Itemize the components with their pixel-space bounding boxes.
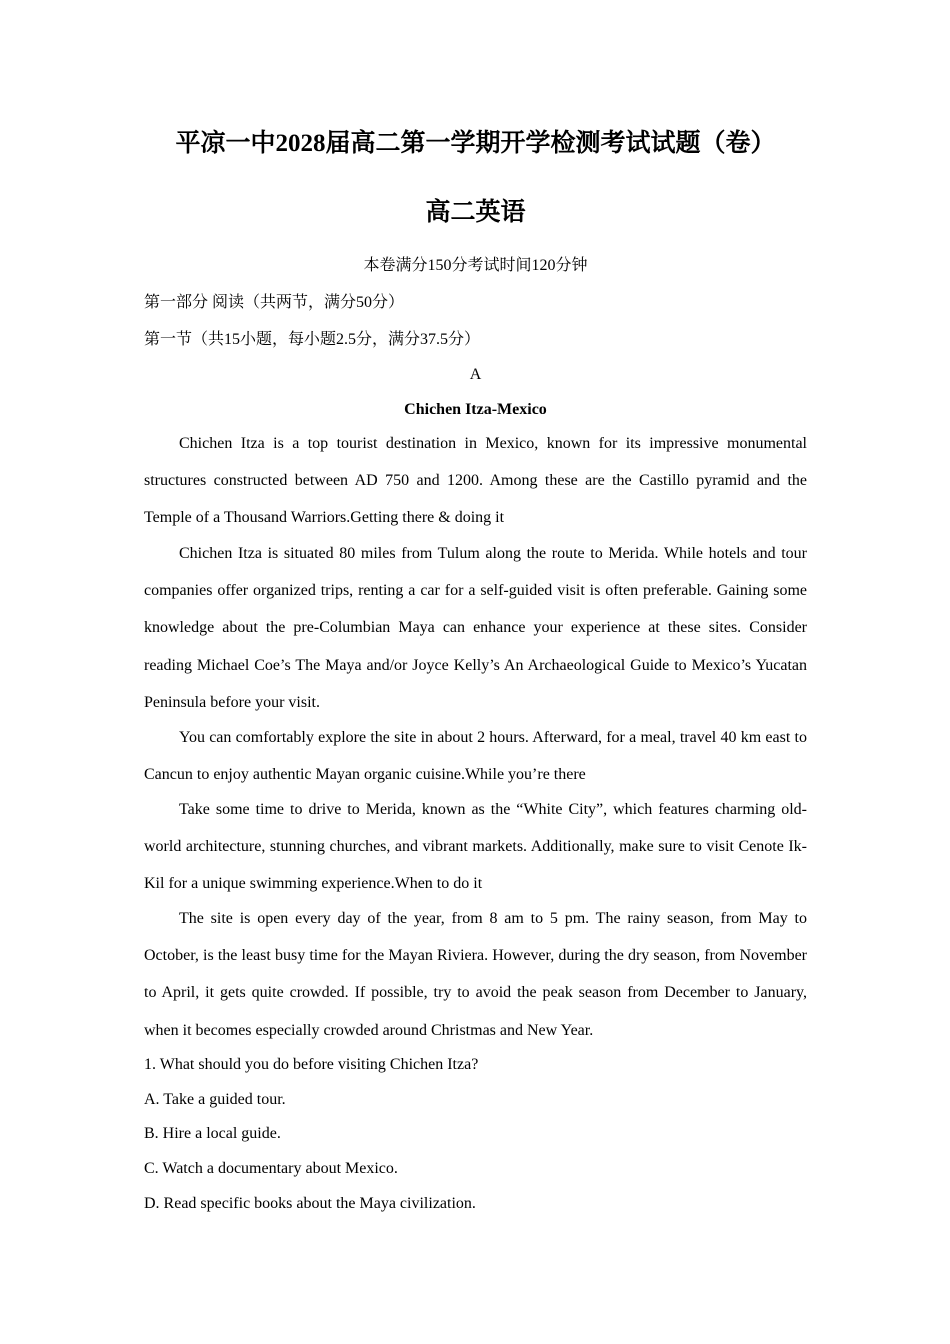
exam-info: 本卷满分150分考试时间120分钟 [363, 257, 588, 274]
passage-paragraph-5: The site is open every day of the year, from 8 am to 5 pm. The rainy season, from May to October, is the least busy time for the Mayan Riviera. However, during the dry season, from November to April, it gets quite crowded. If possible, try to avoid the peak season from December to January, when it becomes especially crowded around Christmas and New Year. [144, 910, 807, 1039]
passage-letter: A [469, 366, 482, 383]
passage-paragraph-3: You can comfortably explore the site in about 2 hours. Afterward, for a meal, travel 40 km east to Cancun to enjoy authentic Mayan organic cuisine.While you’re there [144, 729, 807, 784]
part-heading: 第一部分 阅读（共两节，满分50分） [144, 294, 405, 311]
passage-title: Chichen Itza-Mexico [404, 401, 547, 418]
option-a: A. Take a guided tour. [144, 1091, 286, 1108]
subject-title: 高二英语 [425, 199, 526, 226]
exam-title: 平凉一中2028届高二第一学期开学检测考试试题（卷） [175, 130, 776, 157]
passage-paragraph-2: Chichen Itza is situated 80 miles from Tulum along the route to Merida. While hotels and tour companies offer organized trips, renting a car for a self-guided visit is often preferable. Gaining some knowledge about the pre-Columbian Maya can enhance your experience at these sites. Consider reading Michael Coe’s The Maya and/or Joyce Kelly’s An Archaeological Guide to Mexico’s Yucatan Peninsula before your visit. [144, 545, 807, 711]
section-heading: 第一节（共15小题，每小题2.5分，满分37.5分） [144, 331, 481, 348]
question-stem: 1. What should you do before visiting Chichen Itza? [144, 1056, 479, 1073]
option-b: B. Hire a local guide. [144, 1125, 281, 1142]
passage-paragraph-4: Take some time to drive to Merida, known as the “White City”, which features charming old-world architecture, stunning churches, and vibrant markets. Additionally, make sure to visit Cenote Ik-Kil for a unique swimming experience.When to do it [144, 801, 807, 893]
option-c: C. Watch a documentary about Mexico. [144, 1160, 398, 1177]
passage-paragraph-1: Chichen Itza is a top tourist destination in Mexico, known for its impressive monumental structures constructed between AD 750 and 1200. Among these are the Castillo pyramid and the Temple of a Thousand Warriors.Getting there & doing it [144, 435, 807, 527]
option-d: D. Read specific books about the Maya civilization. [144, 1195, 476, 1212]
